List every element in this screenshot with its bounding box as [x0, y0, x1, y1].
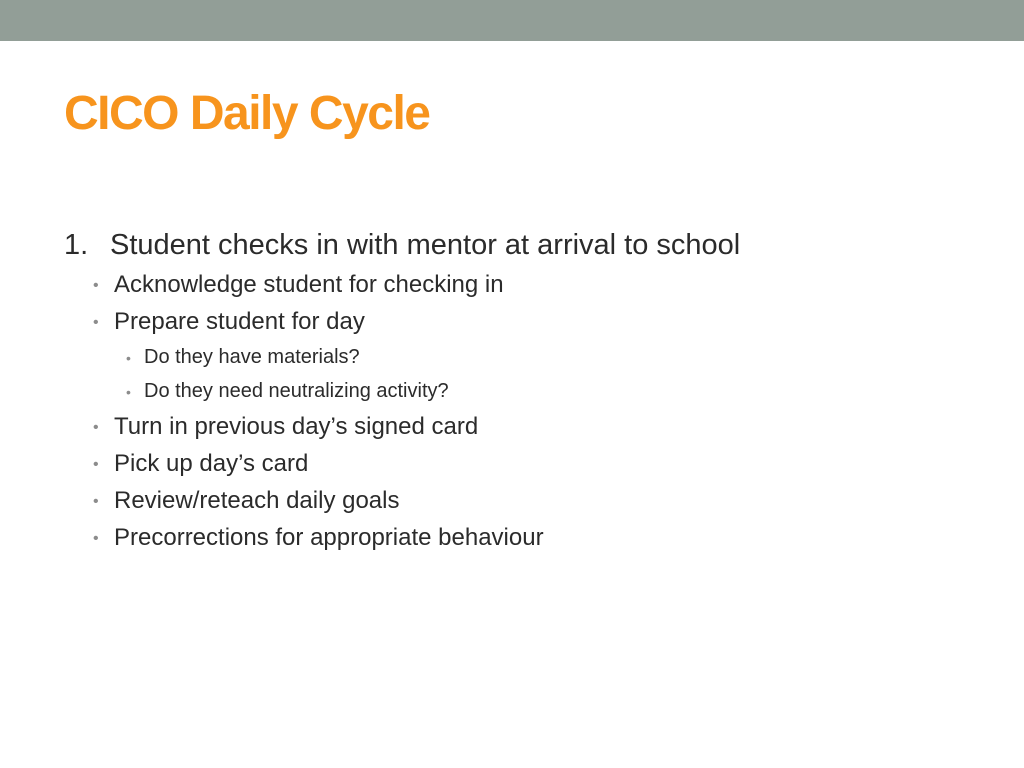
- sub-bullet-item: • Do they need neutralizing activity?: [64, 374, 964, 408]
- bullet-item: • Prepare student for day: [64, 303, 964, 340]
- bullet-item: • Precorrections for appropriate behaviour: [64, 519, 964, 556]
- bullet-item: • Pick up day’s card: [64, 445, 964, 482]
- slide-body: [64, 226, 964, 556]
- item-text: Student checks in with mentor at arrival to school: [110, 229, 741, 261]
- item-number: 1.: [64, 229, 89, 261]
- sub-bullet-item: • Do they have materials?: [64, 340, 964, 374]
- numbered-item: [64, 226, 964, 264]
- bullet-item: • Turn in previous day’s signed card: [64, 408, 964, 445]
- header-bar: [0, 0, 1024, 41]
- bullet-item: • Acknowledge student for checking in: [64, 266, 964, 303]
- slide-title: CICO Daily Cycle: [64, 87, 430, 140]
- bullet-item: • Review/reteach daily goals: [64, 482, 964, 519]
